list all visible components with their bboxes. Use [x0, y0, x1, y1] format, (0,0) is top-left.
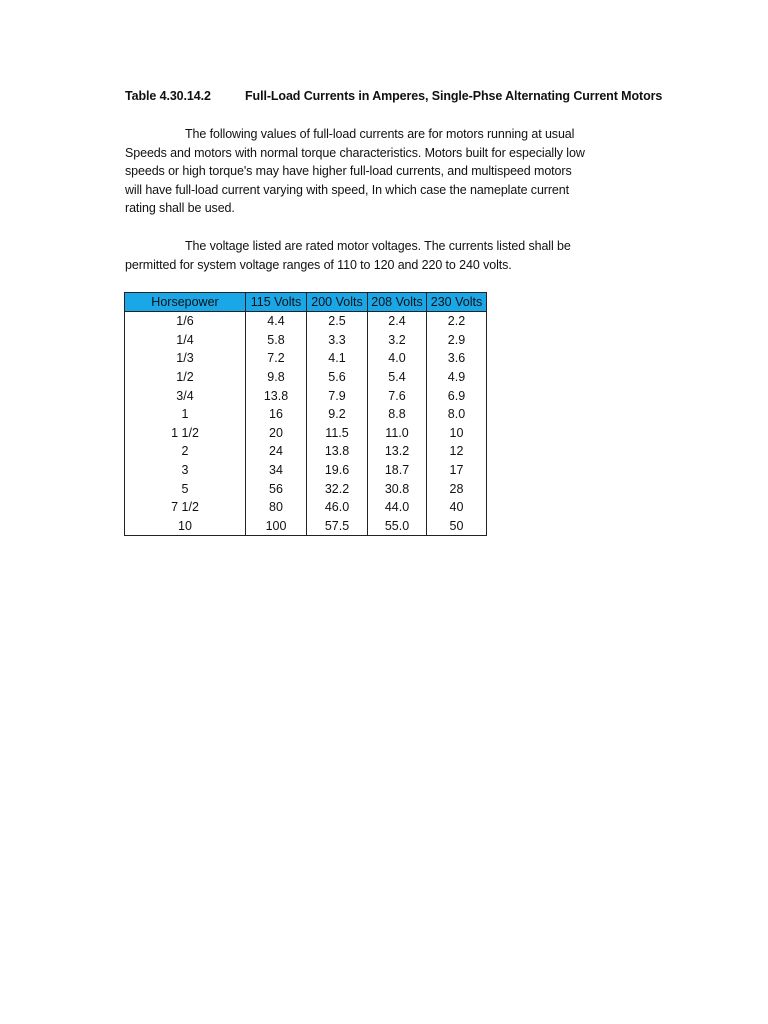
horsepower-cell: 1: [125, 405, 246, 424]
volts-200-cell: 11.5: [307, 424, 368, 443]
paragraph-line: The voltage listed are rated motor voltages. The currents listed shall be: [185, 239, 571, 253]
table-heading: [125, 89, 662, 103]
horsepower-cell: 1 1/2: [125, 424, 246, 443]
volts-115-cell: 80: [246, 498, 307, 517]
volts-115-cell: 13.8: [246, 386, 307, 405]
volts-200-cell: 2.5: [307, 312, 368, 331]
paragraph-line: The following values of full-load currents are for motors running at usual: [185, 127, 575, 141]
volts-230-cell: 4.9: [427, 368, 487, 387]
full-load-currents-table: [124, 292, 487, 536]
table-row: [125, 498, 487, 517]
table-row: [125, 442, 487, 461]
volts-208-cell: 4.0: [368, 349, 427, 368]
table-title: Full-Load Currents in Amperes, Single-Phse Alternating Current Motors: [245, 89, 663, 103]
table-row: [125, 331, 487, 350]
volts-208-cell: 30.8: [368, 479, 427, 498]
horsepower-cell: 3/4: [125, 386, 246, 405]
horsepower-cell: 1/2: [125, 368, 246, 387]
horsepower-cell: 1/3: [125, 349, 246, 368]
volts-200-cell: 3.3: [307, 331, 368, 350]
col-header-208-volts: 208 Volts: [368, 293, 427, 312]
volts-115-cell: 34: [246, 461, 307, 480]
volts-200-cell: 9.2: [307, 405, 368, 424]
volts-200-cell: 32.2: [307, 479, 368, 498]
volts-115-cell: 24: [246, 442, 307, 461]
paragraph-line: permitted for system voltage ranges of 110 to 120 and 220 to 240 volts.: [125, 257, 512, 272]
table-row: [125, 405, 487, 424]
horsepower-cell: 2: [125, 442, 246, 461]
volts-230-cell: 2.2: [427, 312, 487, 331]
paragraph-line: rating shall be used.: [125, 201, 235, 215]
intro-paragraph: [125, 125, 585, 218]
volts-208-cell: 8.8: [368, 405, 427, 424]
volts-200-cell: 7.9: [307, 386, 368, 405]
horsepower-cell: 10: [125, 517, 246, 536]
volts-208-cell: 44.0: [368, 498, 427, 517]
volts-115-cell: 4.4: [246, 312, 307, 331]
voltage-paragraph: [125, 237, 571, 274]
volts-230-cell: 40: [427, 498, 487, 517]
volts-208-cell: 3.2: [368, 331, 427, 350]
volts-115-cell: 9.8: [246, 368, 307, 387]
volts-230-cell: 3.6: [427, 349, 487, 368]
horsepower-cell: 5: [125, 479, 246, 498]
volts-208-cell: 7.6: [368, 386, 427, 405]
horsepower-cell: 1/6: [125, 312, 246, 331]
horsepower-cell: 7 1/2: [125, 498, 246, 517]
col-header-230-volts: 230 Volts: [427, 293, 487, 312]
table-header-row: [125, 293, 487, 312]
table-row: [125, 349, 487, 368]
volts-230-cell: 17: [427, 461, 487, 480]
table-row: [125, 312, 487, 331]
col-header-115-volts: 115 Volts: [246, 293, 307, 312]
col-header-horsepower: Horsepower: [125, 293, 246, 312]
paragraph-line: speeds or high torque's may have higher full-load currents, and multispeed motors: [125, 164, 572, 178]
volts-115-cell: 7.2: [246, 349, 307, 368]
volts-200-cell: 4.1: [307, 349, 368, 368]
volts-208-cell: 13.2: [368, 442, 427, 461]
volts-200-cell: 46.0: [307, 498, 368, 517]
col-header-200-volts: 200 Volts: [307, 293, 368, 312]
volts-230-cell: 12: [427, 442, 487, 461]
table-body: [125, 312, 487, 536]
volts-208-cell: 18.7: [368, 461, 427, 480]
table-row: [125, 461, 487, 480]
volts-230-cell: 8.0: [427, 405, 487, 424]
table-row: [125, 424, 487, 443]
paragraph-line: will have full-load current varying with speed, In which case the nameplate current: [125, 182, 570, 197]
table-row: [125, 368, 487, 387]
volts-230-cell: 2.9: [427, 331, 487, 350]
volts-230-cell: 50: [427, 517, 487, 536]
volts-200-cell: 57.5: [307, 517, 368, 536]
table-row: [125, 479, 487, 498]
table-row: [125, 517, 487, 536]
volts-208-cell: 55.0: [368, 517, 427, 536]
table-row: [125, 386, 487, 405]
volts-200-cell: 13.8: [307, 442, 368, 461]
volts-230-cell: 6.9: [427, 386, 487, 405]
volts-208-cell: 5.4: [368, 368, 427, 387]
volts-208-cell: 11.0: [368, 424, 427, 443]
volts-230-cell: 28: [427, 479, 487, 498]
paragraph-line: Speeds and motors with normal torque characteristics. Motors built for especially low: [125, 145, 585, 160]
horsepower-cell: 3: [125, 461, 246, 480]
volts-115-cell: 5.8: [246, 331, 307, 350]
volts-115-cell: 56: [246, 479, 307, 498]
volts-115-cell: 20: [246, 424, 307, 443]
volts-115-cell: 100: [246, 517, 307, 536]
table-number: Table 4.30.14.2: [125, 89, 211, 103]
volts-200-cell: 19.6: [307, 461, 368, 480]
volts-208-cell: 2.4: [368, 312, 427, 331]
volts-115-cell: 16: [246, 405, 307, 424]
volts-230-cell: 10: [427, 424, 487, 443]
volts-200-cell: 5.6: [307, 368, 368, 387]
horsepower-cell: 1/4: [125, 331, 246, 350]
